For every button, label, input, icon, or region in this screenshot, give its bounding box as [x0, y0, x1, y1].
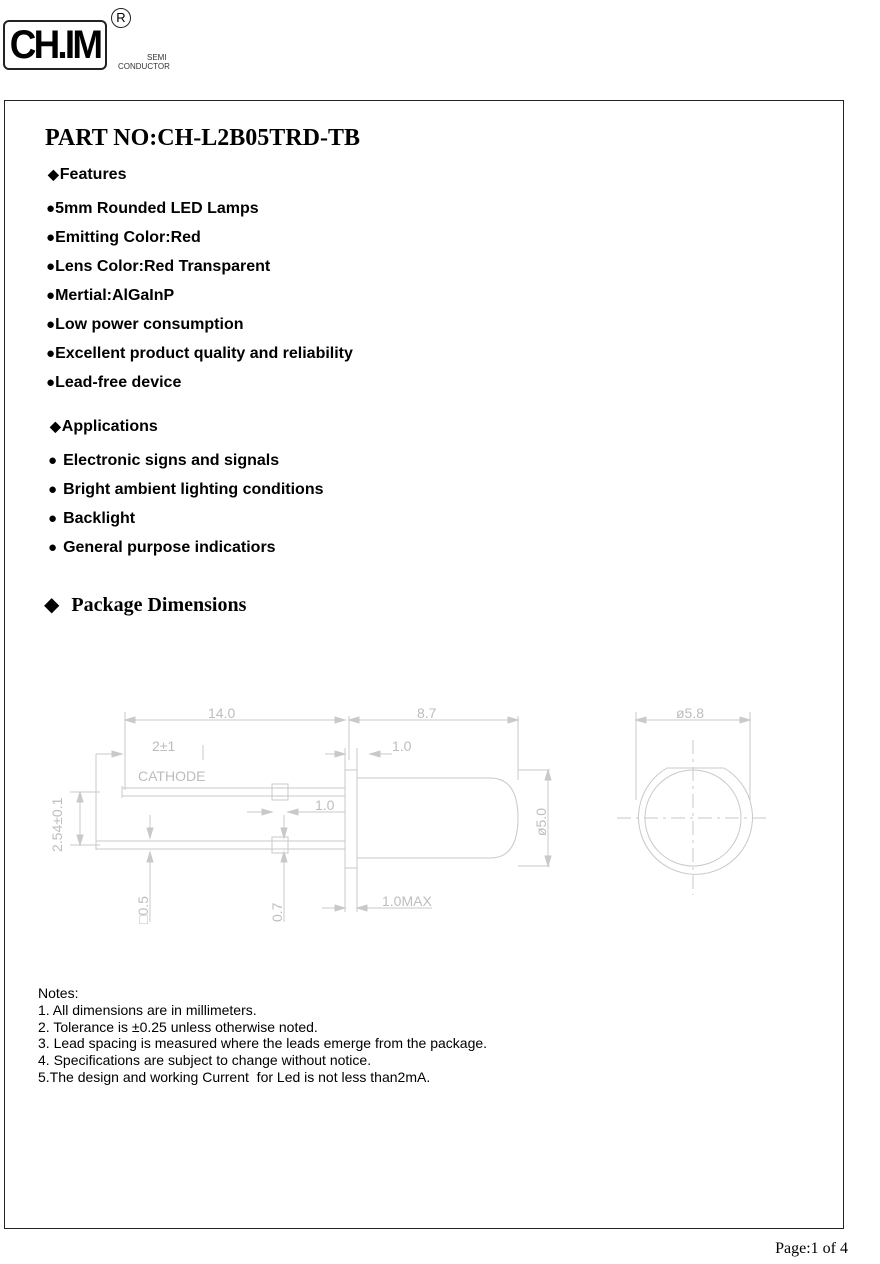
part-number-title: PART NO:CH-L2B05TRD-TB: [45, 125, 360, 151]
package-dimension-drawing: [0, 640, 880, 940]
logo-subtitle-line2: CONDUCTOR: [118, 62, 170, 71]
logo-subtitle-line1: SEMI: [147, 53, 167, 62]
dim-lead-square: □0.5: [135, 896, 151, 924]
package-heading-label: Package Dimensions: [71, 594, 247, 616]
list-item: [46, 199, 353, 228]
list-item: [46, 228, 353, 257]
feature-text: 5mm Rounded LED Lamps: [55, 200, 259, 217]
note-item: 3. Lead spacing is measured where the leads emerge from the package.: [38, 1035, 488, 1052]
application-text: General purpose indicatiors: [63, 539, 276, 556]
feature-text: Lead-free device: [55, 374, 182, 391]
logo-subtitle: [118, 53, 170, 71]
company-logo: [3, 20, 107, 70]
dim-body-length: 8.7: [417, 705, 437, 721]
list-item: [46, 257, 353, 286]
feature-text: Low power consumption: [55, 316, 244, 333]
list-item: [46, 373, 353, 402]
list-item: [46, 315, 353, 344]
list-item: [46, 286, 353, 315]
bullet-icon: ●: [46, 374, 56, 391]
application-text: Electronic signs and signals: [63, 452, 280, 469]
dim-lead-spacing: 2.54±0.1: [49, 797, 65, 852]
bullet-icon: ●: [48, 481, 58, 498]
dim-flange-max: 1.0MAX: [382, 893, 432, 909]
logo-text: CH.IM: [9, 23, 101, 67]
dim-flange-diameter: ø5.8: [676, 705, 705, 721]
dim-standoff: 0.7: [269, 902, 285, 922]
bullet-icon: ●: [48, 510, 58, 527]
bullet-icon: ●: [46, 345, 56, 362]
list-item: [48, 509, 323, 538]
note-item: 4. Specifications are subject to change without notice.: [38, 1052, 372, 1069]
list-item: [48, 538, 323, 567]
bullet-icon: ●: [48, 539, 58, 556]
note-item: 2. Tolerance is ±0.25 unless otherwise noted.: [38, 1018, 318, 1035]
dim-flange-width: 1.0: [392, 738, 412, 754]
application-text: Bright ambient lighting conditions: [63, 481, 324, 498]
package-dimensions-heading: [44, 592, 246, 617]
notes-section: [38, 985, 487, 1086]
bullet-icon: ●: [48, 452, 58, 469]
bullet-icon: ●: [46, 200, 56, 217]
diamond-bullet-icon: ◆: [48, 166, 59, 182]
feature-text: Mertial:AlGaInP: [55, 287, 175, 304]
applications-heading-label: Applications: [61, 418, 158, 435]
application-text: Backlight: [63, 510, 136, 527]
page-number: Page:1 of 4: [775, 1240, 848, 1257]
note-item: 5.The design and working Current for Led is not less than2mA.: [38, 1068, 431, 1085]
dim-body-diameter: ø5.0: [533, 807, 549, 836]
dim-cathode-marker: 2±1: [152, 738, 176, 754]
bullet-icon: ●: [46, 258, 56, 275]
note-item: 1. All dimensions are in millimeters.: [38, 1001, 257, 1018]
applications-list: [48, 451, 323, 567]
notes-heading: Notes:: [38, 985, 79, 1001]
bullet-icon: ●: [46, 287, 56, 304]
features-list: [46, 199, 353, 402]
list-item: [48, 480, 323, 509]
feature-text: Emitting Color:Red: [55, 229, 201, 246]
feature-text: Lens Color:Red Transparent: [55, 258, 271, 275]
dimension-labels: [49, 705, 704, 924]
dim-lead-kink: 1.0: [315, 797, 335, 813]
diamond-bullet-icon: ◆: [44, 592, 60, 616]
features-heading: [48, 166, 126, 184]
bullet-icon: ●: [46, 229, 56, 246]
diamond-bullet-icon: ◆: [50, 418, 61, 434]
cathode-label: CATHODE: [138, 768, 206, 784]
feature-text: Excellent product quality and reliability: [55, 345, 353, 362]
bullet-icon: ●: [46, 316, 56, 333]
applications-heading: [50, 418, 158, 436]
list-item: [46, 344, 353, 373]
registered-mark: R: [111, 8, 131, 28]
dim-lead-length: 14.0: [208, 705, 236, 721]
features-heading-label: Features: [59, 166, 127, 183]
list-item: [48, 451, 323, 480]
